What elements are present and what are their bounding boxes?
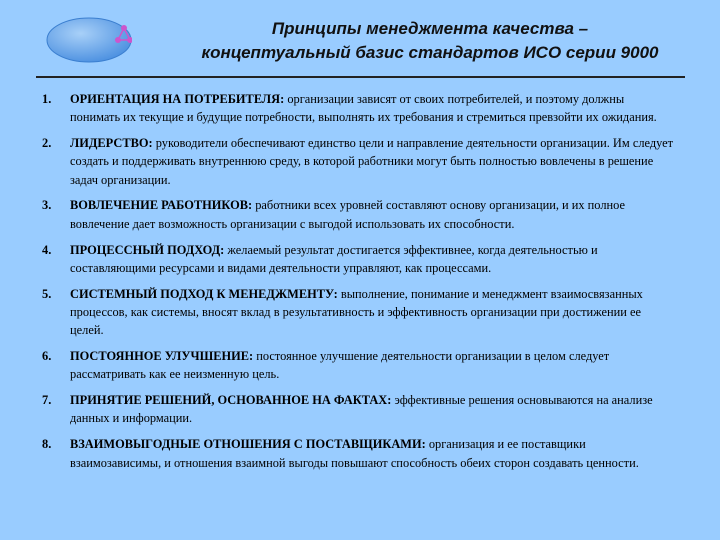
- principle-item: [0, 285, 720, 340]
- item-text: постоянное улучшение деятельности организации в целом следует рассматривать как ее неизменную цель.: [70, 349, 610, 382]
- item-number: 4.: [42, 242, 52, 257]
- principle-item: [0, 134, 720, 189]
- page-title: [150, 17, 710, 65]
- principle-item: [0, 347, 720, 384]
- item-text: работники всех уровней составляют основу организации, и их полное вовлечение дает возможность организации с выгодой использовать их способности.: [70, 198, 626, 231]
- principle-item: [0, 196, 720, 233]
- item-text: желаемый результат достигается эффективнее, когда деятельностью и составляющими ресурсами и видами деятельности управляют, как процессами.: [70, 242, 598, 275]
- item-text: руководители обеспечивают единство цели и направление деятельности организации. Им следует создать и поддерживать внутреннюю среду, в которой работники могут быть полностью вовлечены в решение задач организации.: [70, 136, 674, 187]
- item-number: 3.: [42, 198, 52, 213]
- item-text: организации зависят от своих потребителей, и поэтому должны понимать их текущие и будущие потребности, выполнять их требования и стремиться превзойти их ожидания.: [70, 92, 657, 125]
- item-number: 2.: [42, 136, 52, 151]
- item-term: ВЗАИМОВЫГОДНЫЕ ОТНОШЕНИЯ С ПОСТАВЩИКАМИ:: [70, 437, 426, 452]
- item-number: 5.: [42, 286, 52, 301]
- principle-item: [0, 435, 720, 472]
- item-number: 1.: [42, 92, 52, 106]
- item-number: 7.: [42, 393, 52, 408]
- item-term: ВОВЛЕЧЕНИЕ РАБОТНИКОВ:: [70, 198, 253, 213]
- principles-list: [0, 90, 720, 479]
- logo-ellipse-icon: [46, 17, 132, 63]
- item-term: ПРОЦЕССНЫЙ ПОДХОД:: [70, 242, 225, 257]
- item-term: ЛИДЕРСТВО:: [70, 136, 153, 151]
- item-term: СИСТЕМНЫЙ ПОДХОД К МЕНЕДЖМЕНТУ:: [70, 286, 338, 301]
- title-line-1: Принципы менеджмента качества –: [271, 19, 589, 38]
- item-text: организация и ее поставщики взаимозависимы, и отношения взаимной выгоды повышают способность обеих сторон создавать ценности.: [70, 437, 639, 470]
- principle-item: [0, 391, 720, 428]
- item-term: ПРИНЯТИЕ РЕШЕНИЙ, ОСНОВАННОЕ НА ФАКТАХ:: [70, 393, 392, 408]
- principle-item: [0, 241, 720, 278]
- title-line-2: концептуальный базис стандартов ИСО серии 9000: [201, 43, 659, 62]
- title-divider: [36, 76, 685, 78]
- item-term: ПОСТОЯННОЕ УЛУЧШЕНИЕ:: [70, 349, 254, 364]
- principle-item: [0, 90, 720, 127]
- item-number: 8.: [42, 437, 52, 452]
- item-text: эффективные решения основываются на анализе данных и информации.: [70, 393, 653, 426]
- item-term: ОРИЕНТАЦИЯ НА ПОТРЕБИТЕЛЯ:: [70, 92, 285, 106]
- item-text: выполнение, понимание и менеджмент взаимосвязанных процессов, как системы, вносят вклад в результативность и эффективность организации при достижении ее целей.: [70, 286, 643, 338]
- item-number: 6.: [42, 349, 52, 364]
